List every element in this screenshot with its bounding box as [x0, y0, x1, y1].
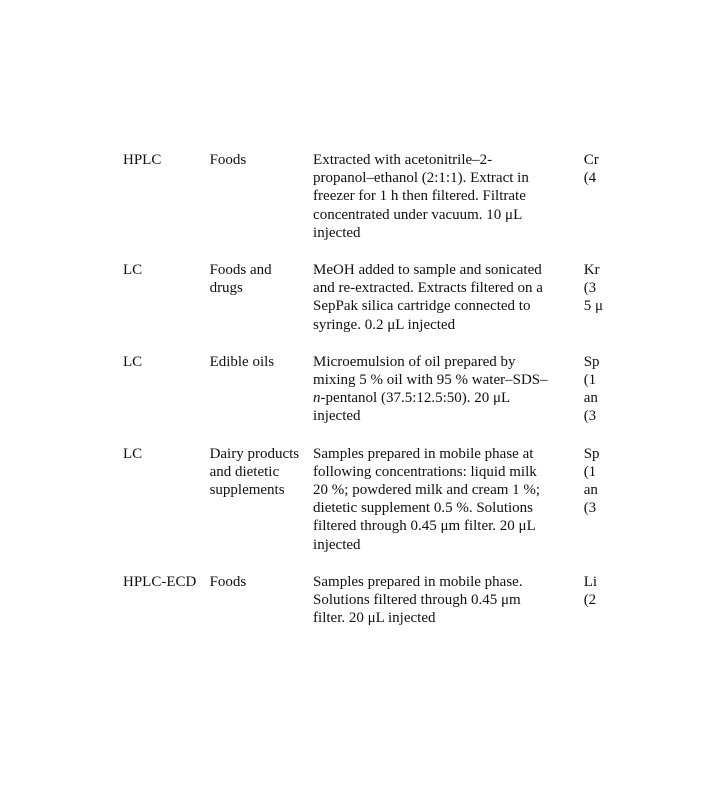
method-cell [123, 573, 210, 591]
column-line: (4 [583, 170, 597, 187]
matrix-line: Dairy products [209, 445, 300, 462]
sample-preparation-line: mixing 5 % oil with 95 % water–SDS– [313, 372, 548, 389]
column-line: (1 [583, 463, 597, 480]
column-line: (2 [583, 592, 597, 609]
sample-preparation-line: MeOH added to sample and sonicated [313, 262, 542, 279]
sample-preparation-line: injected [313, 536, 361, 553]
sample-preparation-line: filter. 20 μL injected [313, 610, 436, 627]
sample-preparation-line: Microemulsion of oil prepared by [313, 353, 516, 370]
column-line: Sp [583, 445, 600, 462]
column-line: Kr [583, 262, 600, 279]
matrix-line: supplements [209, 482, 285, 499]
matrix-cell [210, 573, 313, 591]
column-line: Cr [583, 152, 599, 168]
sample-preparation-line: Extracted with acetonitrile–2- [313, 152, 493, 168]
table-row [123, 445, 723, 554]
method-line: LC [123, 353, 143, 370]
sample-preparation-line: filtered through 0.45 μm filter. 20 μL [313, 518, 536, 535]
sample-preparation-cell [313, 445, 584, 554]
column-cell [584, 353, 723, 426]
column-line: (1 [583, 372, 597, 389]
sample-preparation-cell [313, 151, 584, 242]
sample-preparation-cell [313, 353, 584, 426]
method-line: LC [123, 262, 143, 279]
table-row [123, 261, 723, 334]
column-line: Li [583, 573, 598, 590]
table-row [123, 573, 723, 628]
sample-preparation-line: n-pentanol (37.5:12.5:50). 20 μL [313, 390, 511, 407]
matrix-cell [210, 445, 313, 500]
sample-preparation-line: injected [313, 224, 361, 241]
sample-preparation-line: propanol–ethanol (2:1:1). Extract in [313, 170, 529, 187]
column-cell [584, 573, 723, 609]
method-line: LC [123, 445, 143, 462]
column-cell [584, 151, 723, 187]
methods-table [123, 151, 723, 627]
column-line: (3 [583, 500, 597, 517]
column-line: an [583, 390, 598, 407]
sample-preparation-line: Samples prepared in mobile phase. [313, 573, 523, 590]
matrix-line: Foods [209, 573, 247, 590]
sample-preparation-line: Solutions filtered through 0.45 μm [313, 592, 521, 609]
sample-preparation-line: Samples prepared in mobile phase at [313, 445, 534, 462]
sample-preparation-line: freezer for 1 h then filtered. Filtrate [313, 188, 526, 205]
table-row [123, 353, 723, 426]
column-cell [584, 445, 723, 518]
matrix-cell [210, 261, 313, 297]
column-line: Sp [583, 353, 600, 370]
column-line: (3 [583, 408, 597, 425]
sample-preparation-line: 20 %; powdered milk and cream 1 %; [313, 482, 541, 499]
matrix-line: Foods [209, 152, 247, 168]
table-row [123, 151, 723, 242]
sample-preparation-line: injected [313, 408, 361, 425]
sample-preparation-line: dietetic supplement 0.5 %. Solutions [313, 500, 534, 517]
sample-preparation-cell [313, 573, 584, 628]
sample-preparation-line: SepPak silica cartridge connected to [313, 298, 531, 315]
method-line: HPLC-ECD [123, 573, 197, 590]
sample-preparation-cell [313, 261, 584, 334]
method-line: HPLC [123, 152, 162, 168]
sample-preparation-line: concentrated under vacuum. 10 μL [313, 206, 523, 223]
column-line: an [583, 482, 598, 499]
matrix-cell [210, 151, 313, 169]
matrix-line: drugs [209, 280, 243, 297]
method-cell [123, 261, 210, 279]
matrix-line: Edible oils [209, 353, 275, 370]
column-line: (3 [583, 280, 597, 297]
method-cell [123, 445, 210, 463]
sample-preparation-line: and re-extracted. Extracts filtered on a [313, 280, 543, 297]
matrix-line: and dietetic [209, 463, 280, 480]
method-cell [123, 353, 210, 371]
sample-preparation-line: following concentrations: liquid milk [313, 463, 537, 480]
column-line: 5 μ [583, 298, 603, 315]
column-cell [584, 261, 723, 316]
matrix-line: Foods and [209, 262, 272, 279]
method-cell [123, 151, 210, 169]
sample-preparation-line: syringe. 0.2 μL injected [313, 316, 456, 333]
matrix-cell [210, 353, 313, 371]
